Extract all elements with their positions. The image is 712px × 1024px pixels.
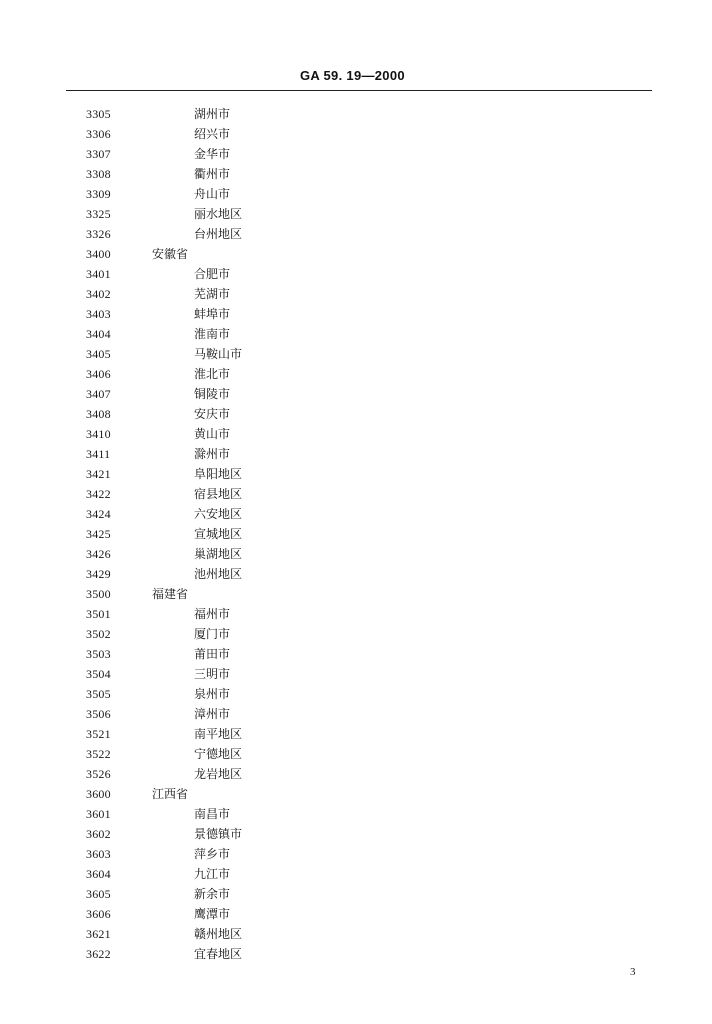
region-name: 九江市 xyxy=(194,867,231,881)
region-name: 新余市 xyxy=(194,887,231,901)
region-name: 赣州地区 xyxy=(194,927,243,941)
table-row xyxy=(0,284,712,304)
region-name: 蚌埠市 xyxy=(194,307,231,321)
table-row xyxy=(0,844,712,864)
table-row xyxy=(0,944,712,964)
region-name: 芜湖市 xyxy=(194,287,231,301)
region-code: 3405 xyxy=(86,347,111,361)
region-code: 3309 xyxy=(86,187,111,201)
table-row xyxy=(0,904,712,924)
region-code: 3404 xyxy=(86,327,111,341)
region-code: 3505 xyxy=(86,687,111,701)
table-row xyxy=(0,324,712,344)
region-code: 3521 xyxy=(86,727,111,741)
table-row xyxy=(0,524,712,544)
region-code: 3308 xyxy=(86,167,111,181)
region-name: 阜阳地区 xyxy=(194,467,243,481)
table-row xyxy=(0,624,712,644)
region-name: 淮南市 xyxy=(194,327,231,341)
region-code: 3306 xyxy=(86,127,111,141)
region-name: 六安地区 xyxy=(194,507,243,521)
region-name: 宁德地区 xyxy=(194,747,243,761)
region-code: 3621 xyxy=(86,927,111,941)
table-row xyxy=(0,364,712,384)
region-name: 合肥市 xyxy=(194,267,231,281)
region-code: 3604 xyxy=(86,867,111,881)
region-code: 3407 xyxy=(86,387,111,401)
region-name: 马鞍山市 xyxy=(194,347,243,361)
region-name: 安庆市 xyxy=(194,407,231,421)
table-row xyxy=(0,864,712,884)
table-row xyxy=(0,344,712,364)
region-code: 3422 xyxy=(86,487,111,501)
region-name: 衢州市 xyxy=(194,167,231,181)
region-name: 巢湖地区 xyxy=(194,547,243,561)
region-code: 3425 xyxy=(86,527,111,541)
region-code: 3326 xyxy=(86,227,111,241)
page-number: 3 xyxy=(630,966,636,978)
table-row xyxy=(0,304,712,324)
region-code: 3421 xyxy=(86,467,111,481)
region-code: 3406 xyxy=(86,367,111,381)
table-row xyxy=(0,804,712,824)
region-code: 3400 xyxy=(86,247,111,261)
region-name: 宿县地区 xyxy=(194,487,243,501)
province-row xyxy=(0,784,712,804)
region-name: 宣城地区 xyxy=(194,527,243,541)
table-row xyxy=(0,264,712,284)
region-name: 舟山市 xyxy=(194,187,231,201)
region-code: 3305 xyxy=(86,107,111,121)
region-name: 莆田市 xyxy=(194,647,231,661)
region-code: 3500 xyxy=(86,587,111,601)
document-header-code: GA 59. 19—2000 xyxy=(300,68,405,83)
region-code: 3522 xyxy=(86,747,111,761)
table-row xyxy=(0,744,712,764)
table-row xyxy=(0,644,712,664)
table-row xyxy=(0,724,712,744)
region-code: 3603 xyxy=(86,847,111,861)
region-code: 3408 xyxy=(86,407,111,421)
region-name: 池州地区 xyxy=(194,567,243,581)
region-name: 铜陵市 xyxy=(194,387,231,401)
region-code: 3504 xyxy=(86,667,111,681)
region-code: 3410 xyxy=(86,427,111,441)
region-name: 台州地区 xyxy=(194,227,243,241)
table-row xyxy=(0,704,712,724)
region-name: 湖州市 xyxy=(194,107,231,121)
region-code: 3606 xyxy=(86,907,111,921)
table-row xyxy=(0,144,712,164)
region-code: 3426 xyxy=(86,547,111,561)
region-name: 黄山市 xyxy=(194,427,231,441)
region-code: 3502 xyxy=(86,627,111,641)
table-row xyxy=(0,684,712,704)
province-name: 福建省 xyxy=(152,587,189,601)
region-code: 3602 xyxy=(86,827,111,841)
table-row xyxy=(0,604,712,624)
region-code: 3600 xyxy=(86,787,111,801)
table-row xyxy=(0,504,712,524)
table-row xyxy=(0,484,712,504)
region-name: 南平地区 xyxy=(194,727,243,741)
region-code: 3325 xyxy=(86,207,111,221)
table-row xyxy=(0,884,712,904)
table-row xyxy=(0,124,712,144)
code-table xyxy=(0,104,712,964)
region-name: 南昌市 xyxy=(194,807,231,821)
region-code: 3401 xyxy=(86,267,111,281)
region-name: 漳州市 xyxy=(194,707,231,721)
province-row xyxy=(0,244,712,264)
region-code: 3506 xyxy=(86,707,111,721)
table-row xyxy=(0,464,712,484)
region-name: 鹰潭市 xyxy=(194,907,231,921)
region-code: 3622 xyxy=(86,947,111,961)
region-code: 3503 xyxy=(86,647,111,661)
table-row xyxy=(0,404,712,424)
table-row xyxy=(0,764,712,784)
region-name: 淮北市 xyxy=(194,367,231,381)
region-name: 福州市 xyxy=(194,607,231,621)
region-name: 宜春地区 xyxy=(194,947,243,961)
region-name: 厦门市 xyxy=(194,627,231,641)
region-code: 3601 xyxy=(86,807,111,821)
region-code: 3501 xyxy=(86,607,111,621)
region-name: 三明市 xyxy=(194,667,231,681)
table-row xyxy=(0,564,712,584)
region-name: 绍兴市 xyxy=(194,127,231,141)
region-code: 3402 xyxy=(86,287,111,301)
region-name: 金华市 xyxy=(194,147,231,161)
table-row xyxy=(0,224,712,244)
table-row xyxy=(0,664,712,684)
table-row xyxy=(0,424,712,444)
table-row xyxy=(0,164,712,184)
region-code: 3429 xyxy=(86,567,111,581)
province-name: 安徽省 xyxy=(152,247,189,261)
region-name: 泉州市 xyxy=(194,687,231,701)
table-row xyxy=(0,444,712,464)
header-divider xyxy=(66,90,652,91)
region-name: 景德镇市 xyxy=(194,827,243,841)
region-code: 3403 xyxy=(86,307,111,321)
table-row xyxy=(0,544,712,564)
province-row xyxy=(0,584,712,604)
table-row xyxy=(0,384,712,404)
region-code: 3307 xyxy=(86,147,111,161)
region-name: 龙岩地区 xyxy=(194,767,243,781)
table-row xyxy=(0,204,712,224)
table-row xyxy=(0,184,712,204)
region-code: 3526 xyxy=(86,767,111,781)
region-code: 3411 xyxy=(86,447,111,461)
province-name: 江西省 xyxy=(152,787,189,801)
region-name: 丽水地区 xyxy=(194,207,243,221)
table-row xyxy=(0,924,712,944)
table-row xyxy=(0,104,712,124)
table-row xyxy=(0,824,712,844)
region-name: 萍乡市 xyxy=(194,847,231,861)
region-code: 3605 xyxy=(86,887,111,901)
region-name: 滁州市 xyxy=(194,447,231,461)
region-code: 3424 xyxy=(86,507,111,521)
